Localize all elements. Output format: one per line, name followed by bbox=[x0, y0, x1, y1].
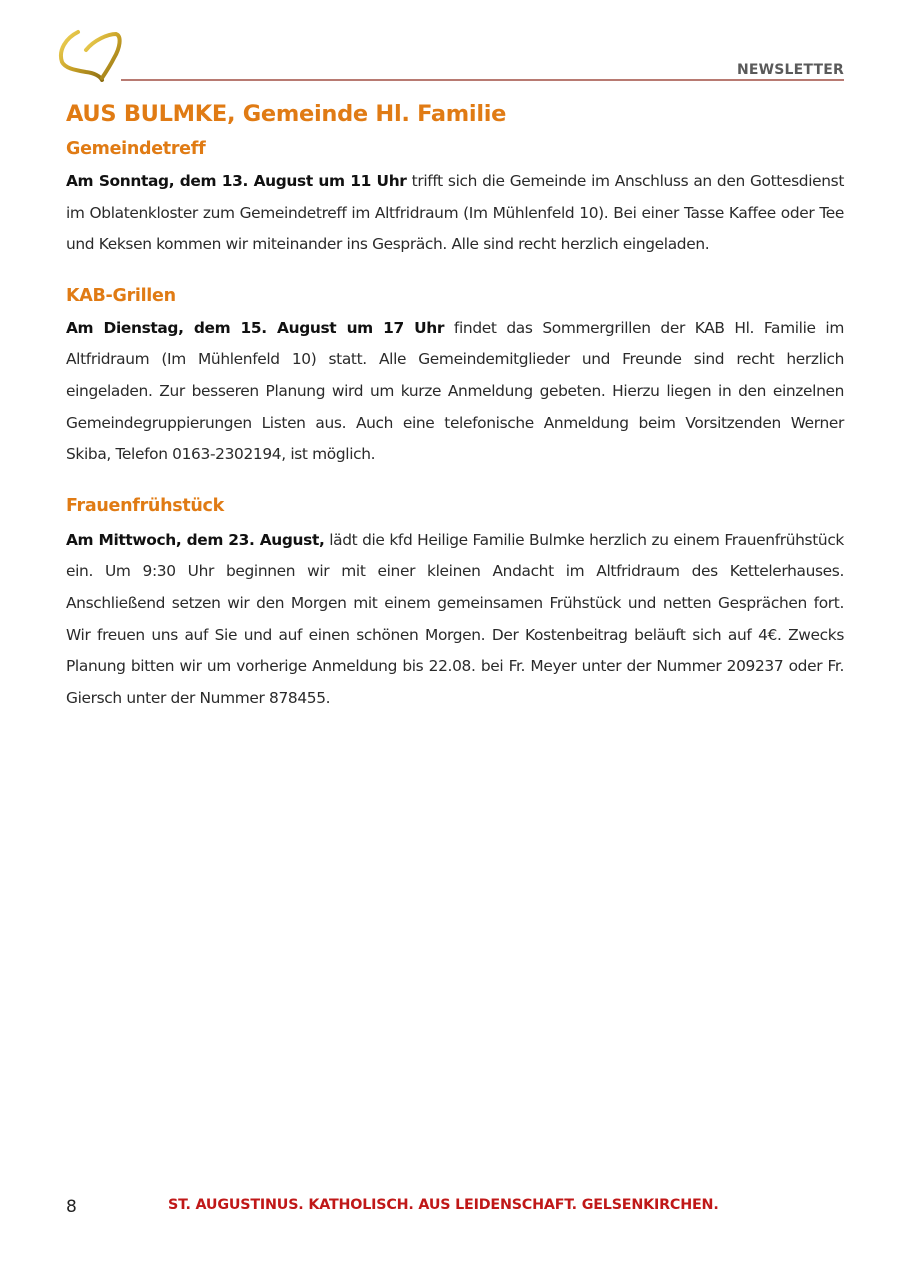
page-number: 8 bbox=[66, 1197, 77, 1217]
section-body-kab-grillen bbox=[66, 313, 844, 471]
section-heading-kab-grillen: KAB-Grillen bbox=[66, 285, 176, 306]
section-body-frauenfruehstueck bbox=[66, 525, 844, 715]
section-lead: Am Mittwoch, dem 23. August, bbox=[66, 530, 325, 549]
section-lead: Am Sonntag, dem 13. August um 11 Uhr bbox=[66, 172, 407, 190]
section-text: findet das Sommergrillen der KAB Hl. Familie im Altfridraum (Im Mühlenfeld 10) statt. Alle Gemeindemitglieder und Freunde sind recht herzlich eingeladen. Zur besseren Planung wird um kurze Anmeldung gebeten. Hierzu liegen in den einzelnen Gemeindegruppierungen Listen aus. Auch eine telefonische Anmeldung beim Vorsitzenden Werner Skiba, Telefon 0163-2302194, ist möglich. bbox=[66, 318, 844, 464]
section-lead: Am Dienstag, dem 15. August um 17 Uhr bbox=[66, 318, 445, 337]
article-title: AUS BULMKE, Gemeinde Hl. Familie bbox=[66, 101, 507, 127]
section-body-gemeindetreff bbox=[66, 166, 844, 261]
section-text: trifft sich die Gemeinde im Anschluss an den Gottesdienst im Oblatenkloster zum Gemeindetreff im Altfridraum (Im Mühlenfeld 10). Bei einer Tasse Kaffee oder Tee und Keksen kommen wir miteinander ins Gespräch. Alle sind recht herzlich eingeladen. bbox=[66, 172, 845, 254]
gold-heart-icon bbox=[56, 28, 124, 82]
header-divider bbox=[121, 79, 844, 81]
newsletter-label: NEWSLETTER bbox=[736, 62, 844, 78]
section-heading-gemeindetreff: Gemeindetreff bbox=[66, 139, 206, 159]
footer-slogan: ST. AUGUSTINUS. KATHOLISCH. AUS LEIDENSCHAFT. GELSENKIRCHEN. bbox=[168, 1197, 719, 1213]
article bbox=[66, 98, 844, 714]
section-heading-frauenfruehstueck: Frauenfrühstück bbox=[66, 495, 224, 516]
section-text: lädt die kfd Heilige Familie Bulmke herzlich zu einem Frauenfrühstück ein. Um 9:30 Uhr beginnen wir mit einer kleinen Andacht im Altfridraum des Kettelerhauses. Anschließend setzen wir den Morgen mit einem gemeinsamen Frühstück und netten Gesprächen fort. Wir freuen uns auf Sie und auf einen schönen Morgen. Der Kostenbeitrag beläuft sich auf 4€. Zwecks Planung bitten wir um vorherige Anmeldung bis 22.08. bei Fr. Meyer unter der Nummer 209237 oder Fr. Giersch unter der Nummer 878455. bbox=[66, 530, 844, 707]
